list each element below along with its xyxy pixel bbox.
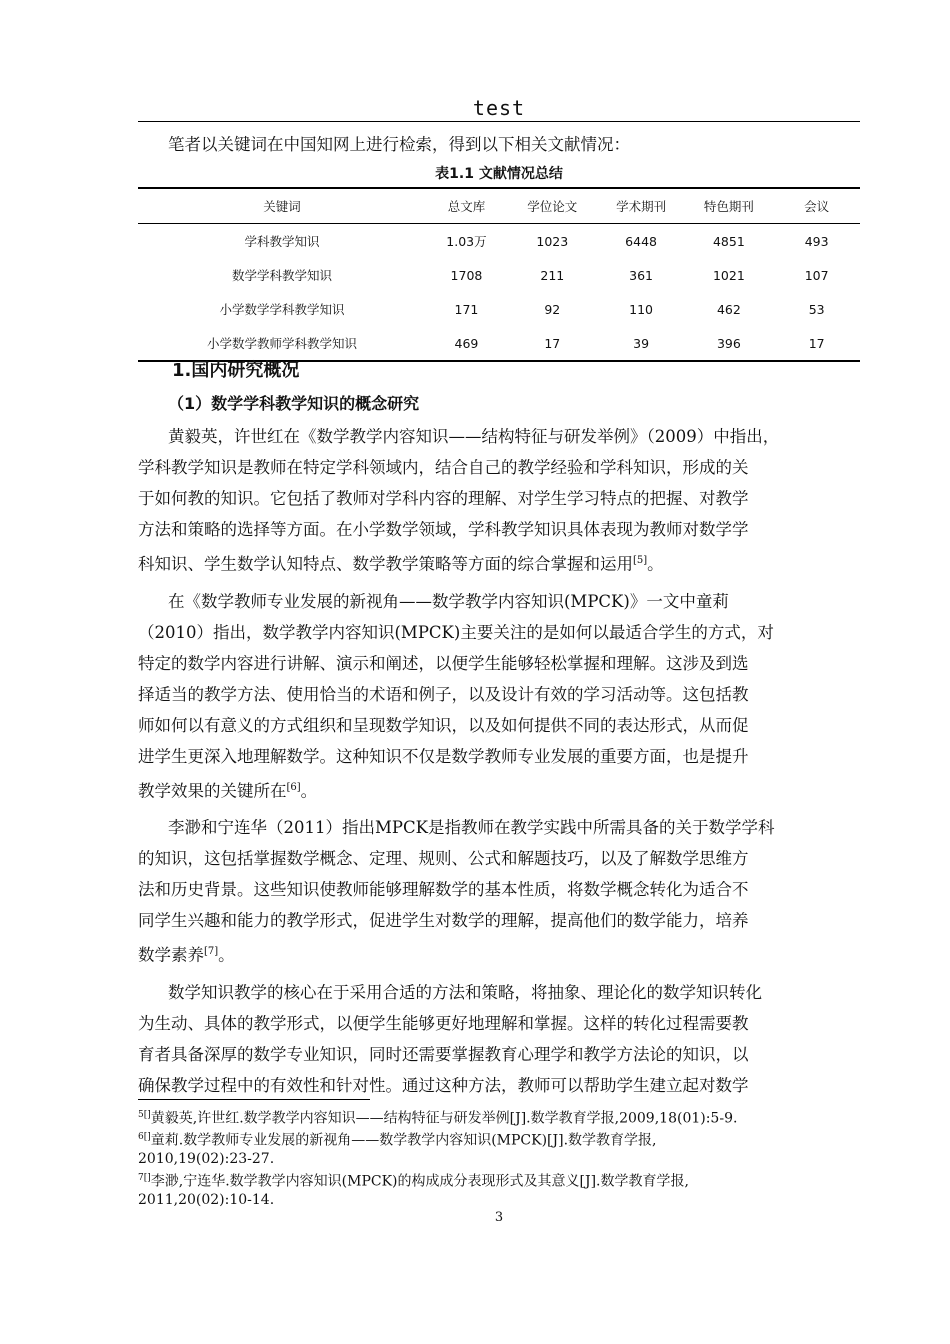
paragraph-line bbox=[138, 772, 860, 807]
footnote-mark: 5[] bbox=[138, 1110, 151, 1120]
table-cell: 110 bbox=[629, 301, 654, 317]
footnote-line: 2011,20(02):10-14. bbox=[138, 1191, 275, 1208]
table-cell: 361 bbox=[629, 267, 654, 283]
footnote-line bbox=[138, 1128, 860, 1150]
paragraph-line bbox=[138, 936, 860, 971]
table-row bbox=[138, 224, 860, 259]
paragraph-3 bbox=[138, 812, 860, 971]
table-row bbox=[138, 292, 860, 326]
footnote-separator bbox=[138, 1099, 370, 1100]
table-cell: 1023 bbox=[536, 233, 569, 249]
paragraph-line: 师如何以有意义的方式组织和呈现数学知识，以及如何提供不同的表达形式，从而促 bbox=[138, 715, 749, 735]
paragraph-line: 同学生兴趣和能力的教学形式，促进学生对数学的理解，提高他们的数学能力，培养 bbox=[138, 911, 749, 930]
header-rule bbox=[138, 121, 860, 122]
table-cell: 39 bbox=[598, 326, 685, 361]
footnote-mark: 7[] bbox=[138, 1172, 151, 1183]
page-header-title: test bbox=[472, 96, 526, 120]
table-caption: 表1.1 文献情况总结 bbox=[435, 166, 563, 182]
table-cell: 171 bbox=[454, 301, 479, 317]
paragraph-line: 进学生更深入地理解数学。这种知识不仅是数学教师专业发展的重要方面，也是提升 bbox=[138, 746, 749, 766]
footnote-5 bbox=[138, 1106, 860, 1128]
table-cell: 1708 bbox=[450, 267, 483, 283]
table-row bbox=[138, 258, 860, 292]
table-cell: 数学学科教学知识 bbox=[231, 268, 332, 283]
table-header-row bbox=[138, 188, 860, 224]
paragraph-line-text: 教学效果的关键所在 bbox=[138, 781, 287, 800]
table-cell: 462 bbox=[716, 301, 741, 317]
footnote-line: 2010,19(02):23-27. bbox=[138, 1151, 275, 1168]
paragraph-1 bbox=[138, 421, 860, 580]
col-header-total: 总文库 bbox=[426, 188, 507, 224]
paragraph-line: 择适当的教学方法、使用恰当的术语和例子，以及设计有效的学习活动等。这包括教 bbox=[138, 684, 749, 704]
col-header-journal: 学术期刊 bbox=[598, 188, 685, 224]
page-number: 3 bbox=[494, 1210, 504, 1225]
table-cell: 1.03万 bbox=[446, 234, 487, 249]
col-header-conference: 会议 bbox=[773, 188, 860, 224]
intro-sentence: 笔者以关键词在中国知网上进行检索，得到以下相关文献情况： bbox=[168, 135, 630, 154]
body-text bbox=[138, 421, 860, 1107]
subsection-heading: （1）数学学科教学知识的概念研究 bbox=[168, 394, 420, 413]
table-cell: 小学数学学科教学知识 bbox=[219, 302, 345, 317]
paragraph-line: 特定的数学内容进行讲解、演示和阐述，以便学生能够轻松掌握和理解。这涉及到选 bbox=[138, 653, 749, 673]
citation-ref: [5] bbox=[633, 555, 648, 566]
paragraph-line: 法和历史背景。这些知识使教师能够理解数学的基本性质，将数学概念转化为适合不 bbox=[138, 880, 749, 899]
paragraph-line: 在《数学教师专业发展的新视角——数学教学内容知识(MPCK)》一文中童莉 bbox=[168, 591, 729, 611]
table-cell: 469 bbox=[426, 326, 507, 361]
section-heading: 1.国内研究概况 bbox=[172, 360, 300, 381]
footnote-line bbox=[138, 1106, 860, 1128]
table-cell: 小学数学教师学科教学知识 bbox=[138, 326, 426, 361]
footnote-text: 童莉.数学教师专业发展的新视角——数学教学内容知识(MPCK)[J].数学教育学报, bbox=[150, 1132, 657, 1149]
paragraph-line: （2010）指出，数学教学内容知识(MPCK)主要关注的是如何以最适合学生的方式，对 bbox=[138, 622, 774, 642]
paragraph-line: 的知识，这包括掌握数学概念、定理、规则、公式和解题技巧，以及了解数学思维方 bbox=[138, 849, 749, 868]
footnote-7 bbox=[138, 1169, 860, 1210]
table-cell: 4851 bbox=[712, 233, 745, 249]
table-cell: 107 bbox=[804, 267, 829, 283]
table-cell: 17 bbox=[507, 326, 598, 361]
col-header-special-journal: 特色期刊 bbox=[685, 188, 774, 224]
footnote-line bbox=[138, 1169, 860, 1191]
paragraph-end: 。 bbox=[218, 945, 235, 965]
footnote-mark: 6[] bbox=[138, 1132, 151, 1143]
paragraph-2 bbox=[138, 586, 860, 807]
table-cell: 学科教学知识 bbox=[244, 234, 320, 249]
footnote-text: 黄毅英,许世红.数学教学内容知识——结构特征与研发举例[J].数学教育学报,2009,18(01):5-9. bbox=[150, 1110, 738, 1127]
paragraph-line bbox=[138, 545, 860, 580]
citation-ref: [7] bbox=[204, 946, 219, 957]
paragraph-line: 确保教学过程中的有效性和针对性。通过这种方法，教师可以帮助学生建立起对数学 bbox=[138, 1075, 749, 1095]
paragraph-line: 学科教学知识是教师在特定学科领域内，结合自己的教学经验和学科知识，形成的关 bbox=[138, 458, 749, 477]
table-cell: 1021 bbox=[712, 267, 745, 283]
citation-ref: [6] bbox=[286, 781, 301, 793]
paragraph-line: 方法和策略的选择等方面。在小学数学领域，学科教学知识具体表现为教师对数学学 bbox=[138, 520, 749, 539]
paragraph-line-text: 数学素养 bbox=[138, 945, 204, 965]
paragraph-end: 。 bbox=[647, 554, 664, 574]
footnote-6 bbox=[138, 1128, 860, 1169]
paragraph-line: 育者具备深厚的数学专业知识，同时还需要掌握教育心理学和教学方法论的知识，以 bbox=[138, 1044, 749, 1064]
paragraph-line: 为生动、具体的教学形式，以便学生能够更好地理解和掌握。这样的转化过程需要教 bbox=[138, 1013, 749, 1033]
col-header-keyword: 关键词 bbox=[138, 188, 426, 224]
literature-table bbox=[138, 187, 860, 362]
paragraph-end: 。 bbox=[300, 781, 318, 800]
paragraph-line-text: 科知识、学生数学认知特点、数学教学策略等方面的综合掌握和运用 bbox=[138, 554, 633, 574]
table-cell: 92 bbox=[544, 301, 561, 317]
paragraph-line: 数学知识教学的核心在于采用合适的方法和策略，将抽象、理论化的数学知识转化 bbox=[168, 982, 762, 1002]
paragraph-line: 黄毅英，许世红在《数学教学内容知识——结构特征与研发举例》（2009）中指出， bbox=[168, 427, 780, 446]
footnote-text: 李渺,宁连华.数学教学内容知识(MPCK)的构成成分表现形式及其意义[J].数学教育学报, bbox=[150, 1173, 689, 1190]
table-cell: 211 bbox=[540, 267, 565, 283]
table-cell: 53 bbox=[808, 301, 825, 317]
col-header-thesis: 学位论文 bbox=[507, 188, 598, 224]
paragraph-line: 李渺和宁连华（2011）指出MPCK是指教师在教学实践中所需具备的关于数学学科 bbox=[168, 818, 775, 837]
table-cell: 396 bbox=[685, 326, 774, 361]
table-cell: 17 bbox=[773, 326, 860, 361]
paragraph-4 bbox=[138, 977, 860, 1101]
footnotes bbox=[138, 1106, 860, 1209]
paragraph-line: 于如何教的知识。它包括了教师对学科内容的理解、对学生学习特点的把握、对教学 bbox=[138, 489, 749, 508]
table-cell: 6448 bbox=[625, 233, 657, 249]
table-cell: 493 bbox=[804, 233, 829, 249]
